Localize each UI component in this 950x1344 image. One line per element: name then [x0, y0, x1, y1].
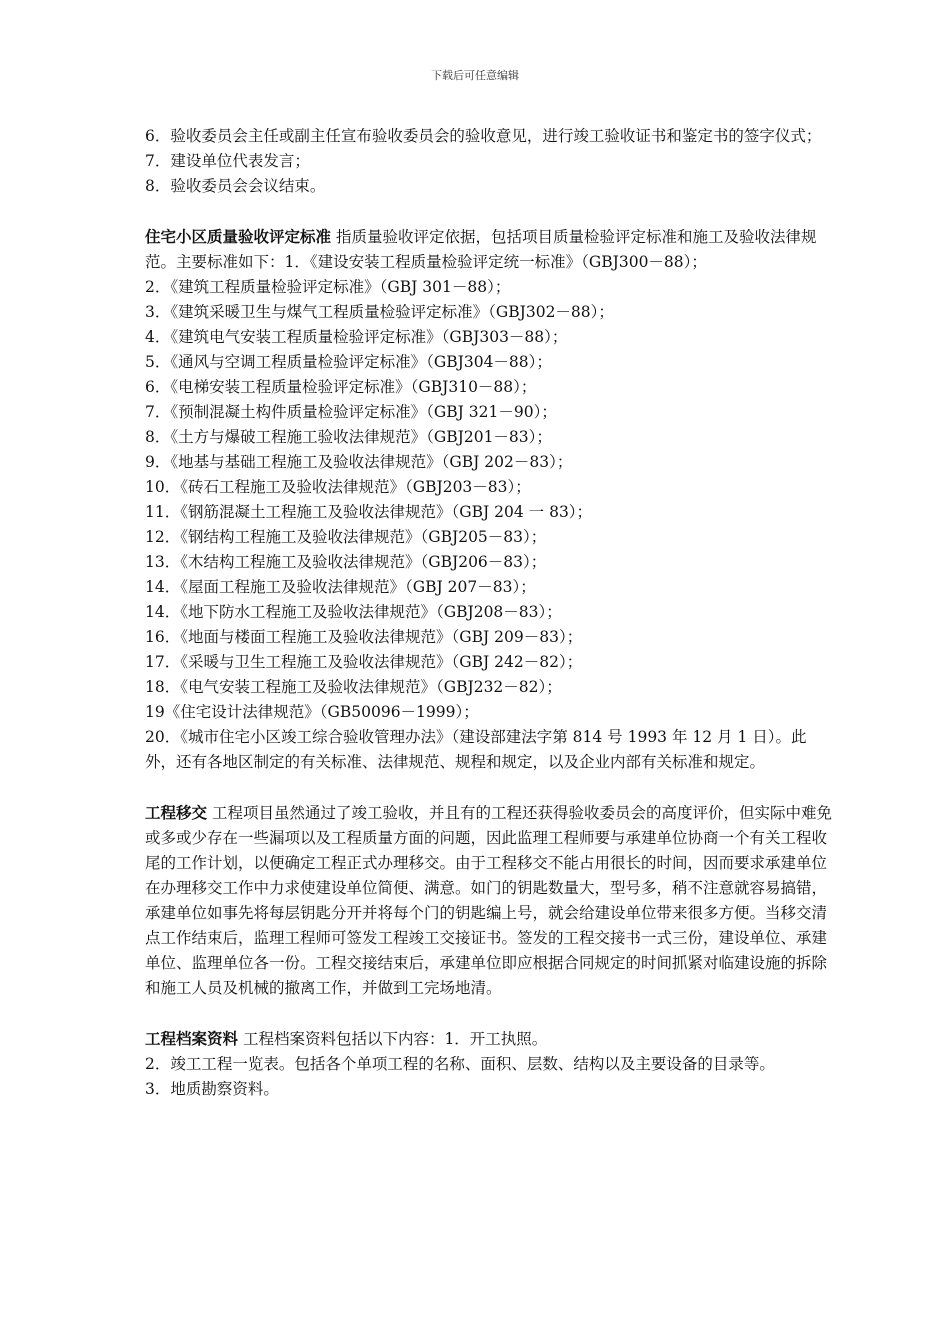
standard-item: 7．《预制混凝土构件质量检验评定标准》（GBJ 321－90）； — [145, 403, 557, 421]
standard-item: 14．《地下防水工程施工及验收法律规范》（GBJ208－83）； — [145, 603, 562, 621]
archive-item: 3．地质勘察资料。 — [145, 1080, 279, 1098]
standards-intro: 指质量验收评定依据，包括项目质量检验评定标准和施工及验收法律规范。主要标准如下：1．《建设安装工程质量检验评定统一标准》（GBJ300－88）； — [145, 228, 817, 271]
standard-item: 3．《建筑采暖卫生与煤气工程质量检验评定标准》（GBJ302－88）； — [145, 303, 614, 321]
standard-item: 6．《电梯安装工程质量检验评定标准》（GBJ310－88）； — [145, 378, 537, 396]
archives-section — [145, 1026, 837, 1102]
handover-section — [145, 800, 837, 1001]
archives-intro-paragraph — [145, 1026, 837, 1052]
standard-item: 16．《地面与楼面工程施工及验收法律规范》（GBJ 209－83）； — [145, 628, 583, 646]
handover-body: 工程项目虽然通过了竣工验收，并且有的工程还获得验收委员会的高度评价，但实际中难免或多或少存在一些漏项以及工程质量方面的问题，因此监理工程师要与承建单位协商一个有关工程收尾的工作计划，以便确定工程正式办理移交。由于工程移交不能占用很长的时间，因而要求承建单位在办理移交工作中力求使建设单位简便、满意。如门的钥匙数量大，型号多，稍不注意就容易搞错，承建单位如事先将每层钥匙分开并将每个门的钥匙编上号，就会给建设单位带来很多方便。当移交清点工作结束后，监理工程师可签发工程竣工交接证书。签发的工程交接书一式三份，建设单位、承建单位、监理单位各一份。工程交接结束后，承建单位即应根据合同规定的时间抓紧对临建设施的拆除和施工人员及机械的撤离工作，并做到工完场地清。 — [145, 804, 832, 997]
standards-section — [145, 224, 837, 775]
standards-heading: 住宅小区质量验收评定标准 — [145, 227, 332, 246]
standard-item: 20．《城市住宅小区竣工综合验收管理办法》（建设部建法字第 814 号 1993 年 12 月 1 日）。此外，还有各地区制定的有关标准、法律规范、规程和规定，以及企业内部有关标准和规定。 — [145, 728, 807, 771]
standard-item: 13．《木结构工程施工及验收法律规范》（GBJ206－83）； — [145, 553, 547, 571]
archives-intro: 工程档案资料包括以下内容：1．开工执照。 — [238, 1030, 548, 1048]
step-7: 7．建设单位代表发言； — [145, 152, 310, 170]
step-6: 6．验收委员会主任或副主任宣布验收委员会的验收意见，进行竣工验收证书和鉴定书的签字仪式； — [145, 127, 822, 145]
archive-item: 2．竣工工程一览表。包括各个单项工程的名称、面积、层数、结构以及主要设备的目录等。 — [145, 1055, 775, 1073]
step-8: 8．验收委员会会议结束。 — [145, 177, 326, 195]
standard-item: 5．《通风与空调工程质量检验评定标准》（GBJ304－88）； — [145, 353, 552, 371]
standard-item: 12．《钢结构工程施工及验收法律规范》（GBJ205－83）； — [145, 528, 547, 546]
standard-item: 8．《土方与爆破工程施工验收法律规范》（GBJ201－83）； — [145, 428, 552, 446]
standard-item: 18．《电气安装工程施工及验收法律规范》（GBJ232－82）； — [145, 678, 562, 696]
standard-item: 11．《钢筋混凝土工程施工及验收法律规范》（GBJ 204 一 83）； — [145, 503, 593, 521]
standard-item: 14．《屋面工程施工及验收法律规范》（GBJ 207－83）； — [145, 578, 536, 596]
document-body — [145, 124, 837, 1102]
handover-heading: 工程移交 — [145, 803, 208, 822]
archives-heading: 工程档案资料 — [145, 1029, 239, 1048]
page-header: 下载后可任意编辑 — [431, 69, 519, 82]
standard-item: 19《住宅设计法律规范》（GB50096－1999）； — [145, 703, 479, 721]
standard-item: 2．《建筑工程质量检验评定标准》（GBJ 301－88）； — [145, 278, 511, 296]
standards-intro-paragraph — [145, 224, 837, 275]
standard-item: 10．《砖石工程施工及验收法律规范》（GBJ203－83）； — [145, 478, 531, 496]
standard-item: 4．《建筑电气安装工程质量检验评定标准》（GBJ303－88）； — [145, 328, 568, 346]
handover-paragraph — [145, 800, 837, 1001]
standard-item: 17．《采暖与卫生工程施工及验收法律规范》（GBJ 242－82）； — [145, 653, 583, 671]
acceptance-steps — [145, 124, 837, 199]
standard-item: 9．《地基与基础工程施工及验收法律规范》（GBJ 202－83）； — [145, 453, 573, 471]
